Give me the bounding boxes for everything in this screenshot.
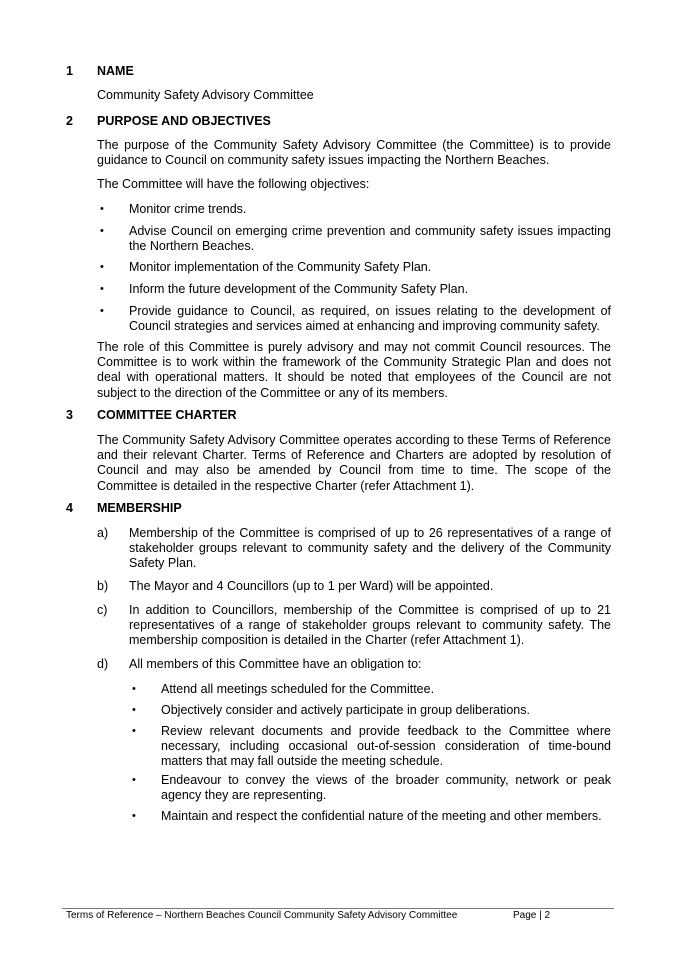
list-item-text: The Mayor and 4 Councillors (up to 1 per Ward) will be appointed.: [129, 579, 494, 593]
list-item-text: Advise Council on emerging crime prevention and community safety issues impacting the Northern Beaches.: [129, 224, 611, 254]
list-item-text: Monitor crime trends.: [129, 202, 247, 216]
section-number: 2: [66, 114, 73, 128]
bullet-marker: •: [100, 261, 104, 273]
list-item-text: Objectively consider and actively participate in group deliberations.: [161, 703, 530, 717]
bullet-marker: •: [132, 810, 136, 822]
paragraph: The role of this Committee is purely advisory and may not commit Council resources. The Committee is to work within the framework of the Community Strategic Plan and does not deal with operational matters. It should be noted that employees of the Council are not subject to the direction of the Committee or any of its members.: [97, 340, 611, 400]
section-title: NAME: [97, 64, 134, 78]
list-item-text: Inform the future development of the Community Safety Plan.: [129, 282, 469, 296]
bullet-marker: •: [100, 203, 104, 215]
item-label: c): [97, 603, 108, 617]
bullet-marker: •: [132, 725, 136, 737]
list-item-text: Attend all meetings scheduled for the Committee.: [161, 682, 435, 696]
list-item-text: Review relevant documents and provide feedback to the Committee where necessary, including occasional out-of-session consideration of time-bound matters that may fall outside the meeting schedule.: [161, 724, 611, 769]
list-item-text: Endeavour to convey the views of the broader community, network or peak agency they are representing.: [161, 773, 611, 803]
list-item-text: In addition to Councillors, membership of the Committee is comprised of up to 21 representatives of a range of stakeholder groups relevant to community safety. The membership composition is detailed in the Charter (refer Attachment 1).: [129, 603, 611, 648]
section-title: COMMITTEE CHARTER: [97, 408, 237, 422]
item-label: a): [97, 526, 109, 540]
section-title: PURPOSE AND OBJECTIVES: [97, 114, 271, 128]
item-label: d): [97, 657, 109, 671]
bullet-marker: •: [132, 774, 136, 786]
section-title: MEMBERSHIP: [97, 501, 182, 515]
paragraph: Community Safety Advisory Committee: [97, 88, 314, 102]
section-number: 3: [66, 408, 73, 422]
paragraph: The Community Safety Advisory Committee operates according to these Terms of Reference and their relevant Charter. Terms of Reference and Charters are adopted by resolution of Council and may also be amended by Council from time to time. The scope of the Committee is detailed in the respective Charter (refer Attachment 1).: [97, 433, 611, 493]
bullet-marker: •: [100, 305, 104, 317]
list-item-text: All members of this Committee have an obligation to:: [129, 657, 422, 671]
bullet-marker: •: [100, 225, 104, 237]
list-item-text: Provide guidance to Council, as required, on issues relating to the development of Council strategies and services aimed at enhancing and improving community safety.: [129, 304, 611, 334]
page-number: Page | 2: [513, 910, 551, 921]
footer-title: Terms of Reference – Northern Beaches Council Community Safety Advisory Committee: [66, 910, 458, 921]
bullet-marker: •: [132, 683, 136, 695]
list-item-text: Monitor implementation of the Community Safety Plan.: [129, 260, 432, 274]
bullet-marker: •: [132, 704, 136, 716]
list-item-text: Membership of the Committee is comprised of up to 26 representatives of a range of stakeholder groups relevant to community safety and the delivery of the Community Safety Plan.: [129, 526, 611, 571]
section-number: 4: [66, 501, 73, 515]
item-label: b): [97, 579, 109, 593]
section-number: 1: [66, 64, 73, 78]
bullet-marker: •: [100, 283, 104, 295]
list-item-text: Maintain and respect the confidential nature of the meeting and other members.: [161, 809, 602, 823]
paragraph: The Committee will have the following objectives:: [97, 177, 370, 191]
paragraph: The purpose of the Community Safety Advisory Committee (the Committee) is to provide guidance to Council on community safety issues impacting the Northern Beaches.: [97, 138, 611, 168]
footer-divider: [62, 908, 614, 909]
